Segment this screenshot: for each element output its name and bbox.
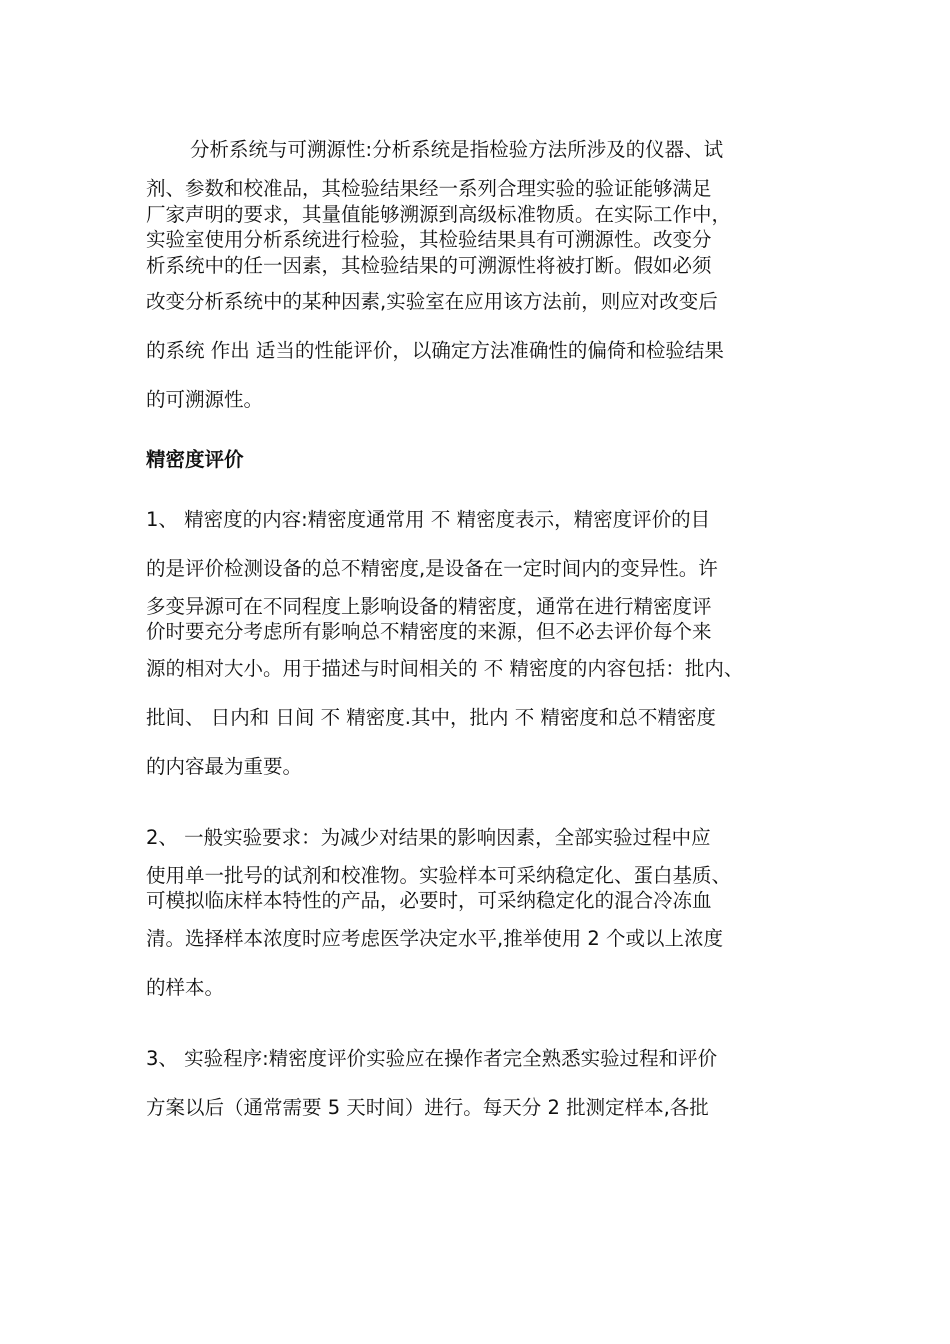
text-line: 可模拟临床样本特性的产品，必要时，可采纳稳定化的混合冷冻血 bbox=[146, 889, 712, 912]
text-line: 批间、 日内和 日间 不 精密度.其中，批内 不 精密度和总不精密度 bbox=[146, 706, 716, 729]
text-line: 析系统中的任一因素，其检验结果的可溯源性将被打断。假如必须 bbox=[146, 254, 712, 277]
text-line: 多变异源可在不同程度上影响设备的精密度，通常在进行精密度评 bbox=[146, 595, 712, 618]
text-line: 价时要充分考虑所有影响总不精密度的来源，但不必去评价每个来 bbox=[146, 620, 712, 643]
text-line: 的是评价检测设备的总不精密度,是设备在一定时间内的变异性。许 bbox=[146, 557, 718, 580]
text-line: 实验室使用分析系统进行检验，其检验结果具有可溯源性。改变分 bbox=[146, 228, 712, 251]
text-line: 改变分析系统中的某种因素,实验室在应用该方法前，则应对改变后 bbox=[146, 290, 718, 313]
text-line: 的系统 作出 适当的性能评价，以确定方法准确性的偏倚和检验结果 bbox=[146, 339, 724, 362]
text-line: 的内容最为重要。 bbox=[146, 755, 303, 778]
text-line: 清。选择样本浓度时应考虑医学决定水平,推举使用 2 个或以上浓度 bbox=[146, 927, 724, 950]
text-line: 的样本。 bbox=[146, 976, 225, 999]
text-line: 源的相对大小。用于描述与时间相关的 不 精密度的内容包括：批内、 bbox=[146, 657, 744, 680]
text-line: 剂、参数和校准品，其检验结果经一系列合理实验的验证能够满足 bbox=[146, 177, 712, 200]
text-line: 使用单一批号的试剂和校准物。实验样本可采纳稳定化、蛋白基质、 bbox=[146, 864, 732, 887]
text-line: 厂家声明的要求，其量值能够溯源到高级标准物质。在实际工作中， bbox=[146, 203, 732, 226]
text-line: 方案以后（通常需要 5 天时间）进行。每天分 2 批测定样本,各批 bbox=[146, 1096, 709, 1119]
text-line: 2、 一般实验要求：为减少对结果的影响因素，全部实验过程中应 bbox=[146, 826, 711, 849]
text-line: 1、 精密度的内容:精密度通常用 不 精密度表示，精密度评价的目 bbox=[146, 508, 711, 531]
text-line: 的可溯源性。 bbox=[146, 388, 264, 411]
text-line: 3、 实验程序:精密度评价实验应在操作者完全熟悉实验过程和评价 bbox=[146, 1047, 718, 1070]
text-line: 分析系统与可溯源性:分析系统是指检验方法所涉及的仪器、试 bbox=[190, 138, 724, 161]
section-heading: 精密度评价 bbox=[146, 448, 244, 471]
